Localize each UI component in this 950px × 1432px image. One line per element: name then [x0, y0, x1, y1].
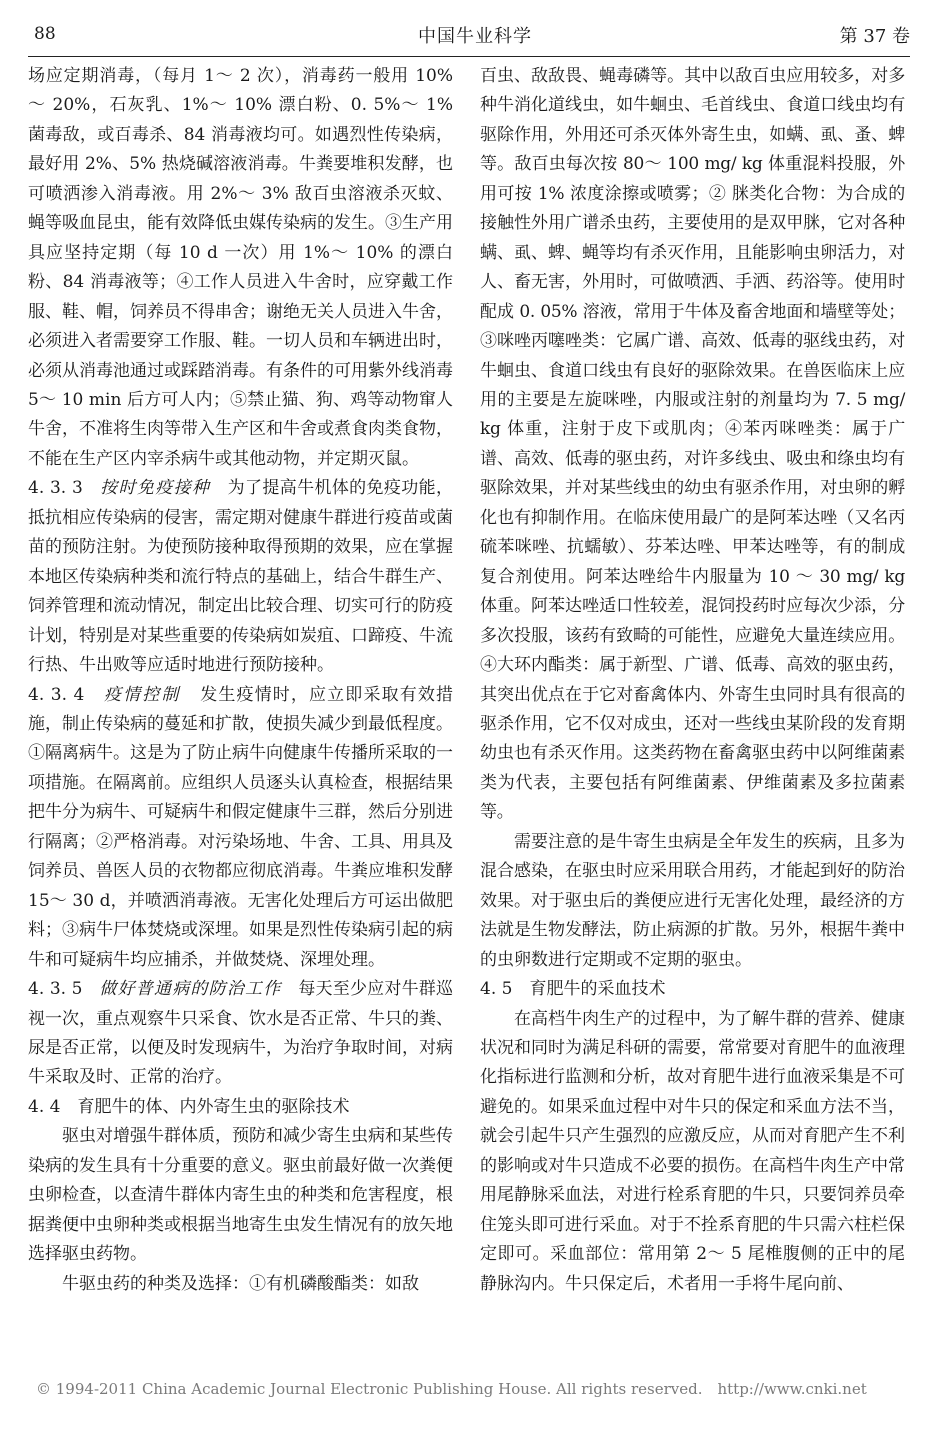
section-4-3-3 — [28, 474, 453, 680]
section-number: 4. 3. 5 — [28, 979, 83, 1000]
paragraph-parasite-note: 需要注意的是牛寄生虫病是全年发生的疾病，且多为混合感染，在驱虫时应采用联合用药，才能起到好的防治效果。对于驱虫后的粪便应进行无害化处理，最经济的方法就是生物发酵法，防止病源的扩散。另外，根据牛粪中的虫卵数进行定期或不定期的驱虫。 — [480, 831, 905, 970]
subsection-title: 疫情控制 — [103, 684, 181, 705]
journal-title: 中国牛业科学 — [418, 26, 532, 47]
section-4-3-4 — [28, 681, 453, 976]
right-column — [480, 62, 905, 1299]
subsection-title: 按时免疫接种 — [100, 478, 211, 499]
copyright-footer: © 1994-2011 China Academic Journal Electronic Publishing House. All rights reserved. http://www.cnki.net — [36, 1380, 867, 1398]
section-heading-4-5: 4. 5 育肥牛的采血技术 — [480, 979, 666, 1000]
section-4-3-5 — [28, 975, 453, 1093]
page-header — [0, 0, 950, 56]
page-number: 88 — [34, 24, 56, 44]
section-number: 4. 3. 4 — [28, 684, 85, 705]
left-column — [28, 62, 453, 1299]
paragraph-disinfection: 场应定期消毒，（每月 1～ 2 次），消毒药一般用 10% ～ 20%，石灰乳、1%～ 10% 漂白粉、0. 5%～ 1% 菌毒敌，或百毒杀、84 消毒液均可。如遇烈性传染病，最好用 2%、5% 热烧碱溶液消毒。牛粪要堆积发酵，也可喷洒渗入消毒液。用 2%～ 3% 敌百虫溶液杀灭蚊、蝇等吸血昆虫，能有效降低虫媒传染病的发生。③生产用具应坚持定期（每 10 d 一次）用 1%～ 10% 的漂白粉、84 消毒液等；④工作人员进入牛舍时，应穿戴工作服、鞋、帽，饲养员不得串舍；谢绝无关人员进入牛舍，必须进入者需要穿工作服、鞋。一切人员和车辆进出时，必须从消毒池通过或踩踏消毒。有条件的可用紫外线消毒 5～ 10 min 后方可人内；⑤禁止猫、狗、鸡等动物窜人牛舍，不准将生肉等带入生产区和牛舍或煮食肉类食物，不能在生产区内宰杀病牛或其他动物，并定期灭鼠。 — [28, 66, 453, 469]
header-rule — [28, 56, 910, 57]
section-body: 为了提高牛机体的免疫功能，抵抗相应传染病的侵害，需定期对健康牛群进行疫苗或菌苗的预防注射。为使预防接种取得预期的效果，应在掌握本地区传染病种类和流行特点的基础上，结合牛群生产、饲养管理和流动情况，制定出比较合理、切实可行的防疫计划，特别是对某些重要的传染病如炭疽、口蹄疫、牛流行热、牛出败等应适时地进行预防接种。 — [28, 478, 454, 676]
section-heading-4-4: 4. 4 育肥牛的体、内外寄生虫的驱除技术 — [28, 1096, 350, 1117]
section-body: 每天至少应对牛群巡视一次，重点观察牛只采食、饮水是否正常、牛只的粪、尿是否正常，以便及时发现病牛，为治疗争取时间，对病牛采取及时、正常的治疗。 — [28, 979, 454, 1088]
volume-label: 第 37 卷 — [839, 26, 910, 47]
paragraph-deworming-intro: 驱虫对增强牛群体质，预防和减少寄生虫病和某些传染病的发生具有十分重要的意义。驱虫前最好做一次粪便虫卵检查，以查清牛群体内寄生虫的种类和危害程度，根据粪便中虫卵种类或根据当地寄生虫发生情况有的放矢地选择驱虫药物。 — [28, 1126, 453, 1265]
subsection-title: 做好普通病的防治工作 — [99, 979, 282, 1000]
paragraph-blood-sampling: 在高档牛肉生产的过程中，为了解牛群的营养、健康状况和同时为满足科研的需要，常常要对育肥牛的血液理化指标进行监测和分析，故对育肥牛进行血液采集是不可避免的。如果采血过程中对牛只的保定和采血方法不当，就会引起牛只产生强烈的应激反应，从而对育肥产生不利的影响或对牛只造成不必要的损伤。在高档牛肉生产中常用尾静脉采血法，对进行栓系育肥的牛只，只要饲养员牵住笼头即可进行采血。对于不拴系育肥的牛只需六柱栏保定即可。采血部位：常用第 2～ 5 尾椎腹侧的正中的尾静脉沟内。牛只保定后，术者用一手将牛尾向前、 — [480, 1008, 905, 1294]
paragraph-drug-list: 百虫、敌敌畏、蝇毒磷等。其中以敌百虫应用较多，对多种牛消化道线虫，如牛蛔虫、毛首线虫、食道口线虫均有驱除作用，外用还可杀灭体外寄生虫，如螨、虱、蚤、蜱等。敌百虫每次按 80～ 100 mg/ kg 体重混料投服，外用可按 1% 浓度涂擦或喷雾；② 脒类化合物：为合成的接触性外用广谱杀虫药，主要使用的是双甲脒，它对各种螨、虱、蜱、蝇等均有杀灭作用，且能影响虫卵活力，对人、畜无害，外用时，可做喷洒、手洒、药浴等。使用时配成 0. 05% 溶液，常用于牛体及畜舍地面和墙壁等处；③咪唑丙噻唑类：它属广谱、高效、低毒的驱线虫药，对牛蛔虫、食道口线虫有良好的驱除效果。在兽医临床上应用的主要是左旋咪唑，内服或注射的剂量均为 7. 5 mg/ kg 体重，注射于皮下或肌肉；④苯丙咪唑类：属于广谱、高效、低毒的驱虫药，对许多线虫、吸虫和绦虫均有驱除效果，并对某些线虫的幼虫有驱杀作用，对虫卵的孵化也有抑制作用。在临床使用最广的是阿苯达唑（又名丙硫苯咪唑、抗蠕敏）、芬苯达唑、甲苯达唑等，有的制成复合剂使用。阿苯达唑给牛内服量为 10 ～ 30 mg/ kg 体重。阿苯达唑适口性较差，混饲投药时应每次少添，分多次投服，该药有致畸的可能性，应避免大量连续应用。④大环内酯类：属于新型、广谱、低毒、高效的驱虫药，其突出优点在于它对畜禽体内、外寄生虫同时具有很高的驱杀作用，它不仅对成虫，还对一些线虫某阶段的发育期幼虫也有杀灭作用。这类药物在畜禽驱虫药中以阿维菌素类为代表，主要包括有阿维菌素、伊维菌素及多拉菌素等。 — [480, 66, 905, 823]
section-body: 发生疫情时，应立即采取有效措施，制止传染病的蔓延和扩散，使损失减少到最低程度。①隔离病牛。这是为了防止病牛向健康牛传播所采取的一项措施。在隔离前。应组织人员逐头认真检查，根据结果把牛分为病牛、可疑病牛和假定健康牛三群，然后分别进行隔离；②严格消毒。对污染场地、牛舍、工具、用具及饲养员、兽医人员的衣物都应彻底消毒。牛粪应堆积发酵 15～ 30 d，并喷洒消毒液。无害化处理后方可运出做肥料；③病牛尸体焚烧或深埋。如果是烈性传染病引起的病牛和可疑病牛均应捕杀，并做焚烧、深埋处理。 — [28, 684, 453, 970]
section-number: 4. 3. 3 — [28, 478, 83, 499]
paragraph-drug-types: 牛驱虫药的种类及选择：①有机磷酸酯类：如敌 — [62, 1273, 419, 1294]
